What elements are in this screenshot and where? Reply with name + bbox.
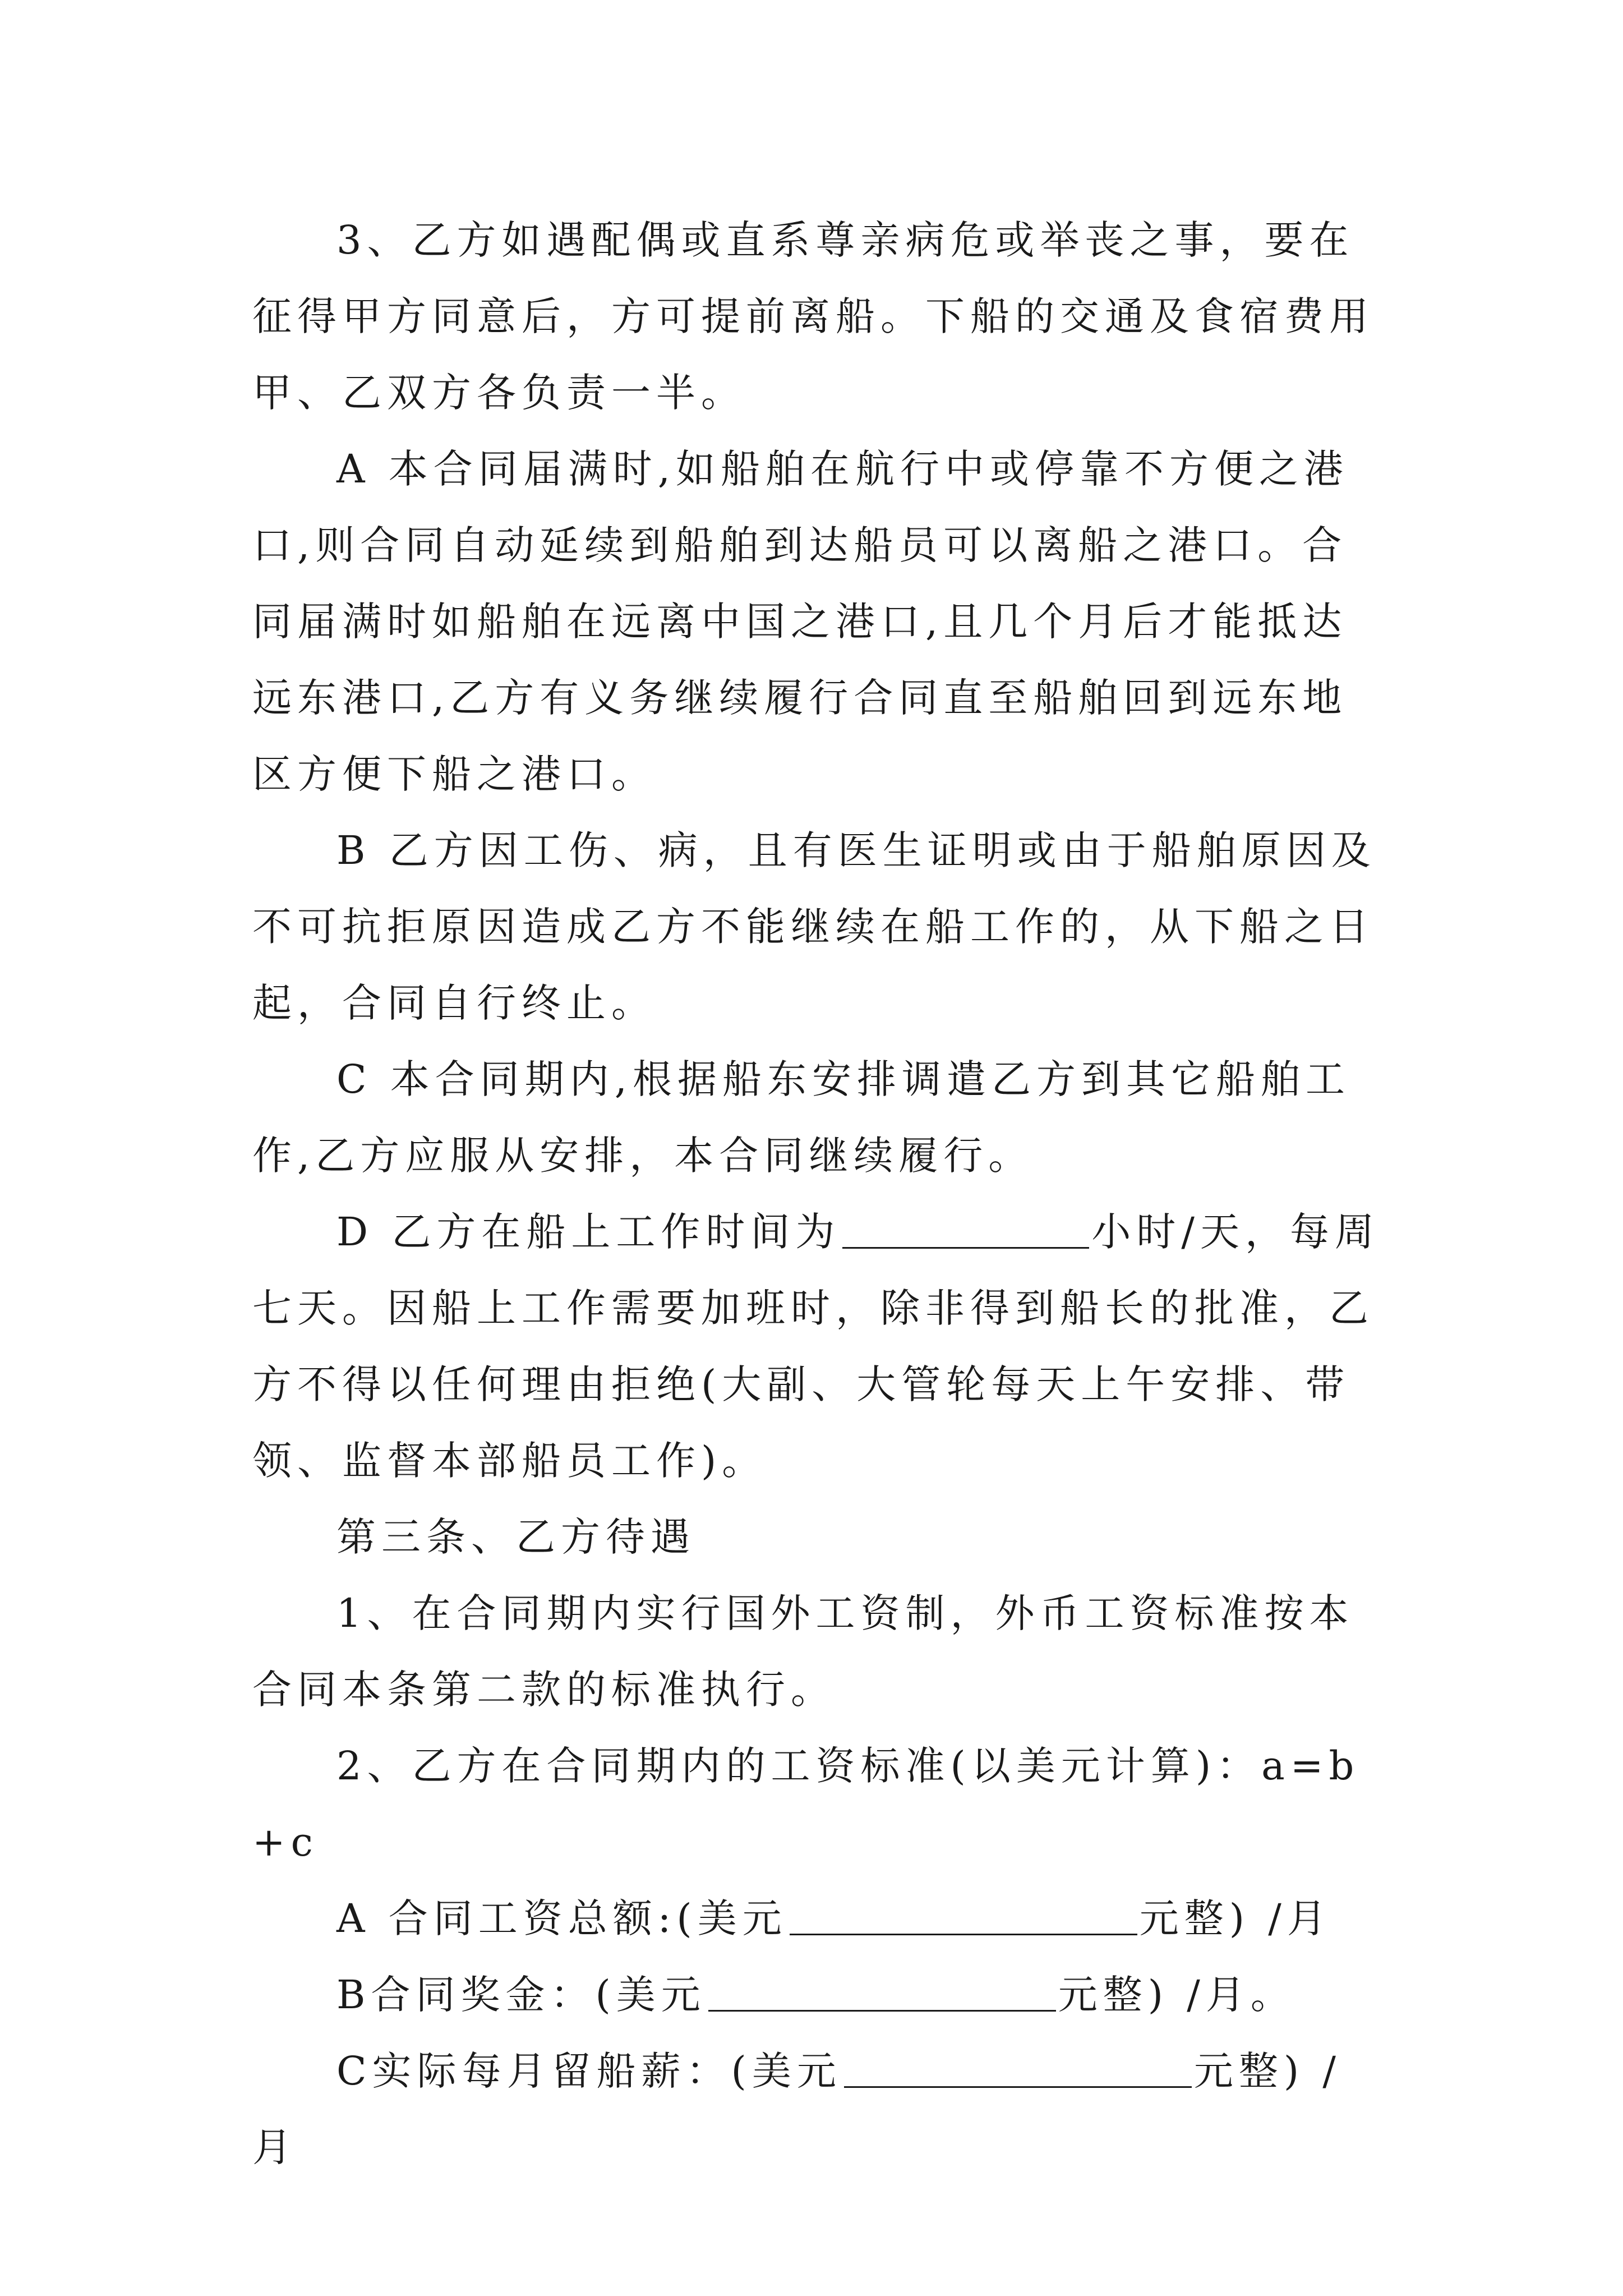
total-wage-blank-line[interactable] [790, 1900, 1137, 1935]
paragraph-d [252, 1194, 1380, 1499]
document-page [252, 202, 1380, 2185]
paragraph-b: B 乙方因工伤、病，且有医生证明或由于船舶原因及不可抗拒原因造成乙方不能继续在船工作的，从下船之日起，合同自行终止。 [252, 827, 1376, 1026]
line-b-before: B合同奖金：(美元 [336, 1972, 706, 2018]
line-a-after: 元整) /月 [1139, 1895, 1332, 1941]
line-b-bonus [252, 1957, 1380, 2033]
bonus-blank-line[interactable] [708, 1976, 1056, 2012]
paragraph-3: 3、乙方如遇配偶或直系尊亲病危或举丧之事，要在征得甲方同意后，方可提前离船。下船的交通及食宿费用甲、乙双方各负责一半。 [252, 217, 1374, 416]
line-a-total-wage [252, 1880, 1380, 1957]
paragraph-a: A 本合同届满时,如船舶在航行中或停靠不方便之港口,则合同自动延续到船舶到达船员可以离船之港口。合同届满时如船舶在远离中国之港口,且几个月后才能抵达远东港口,乙方有义务继续履行合同直至船舶回到远东地区方便下船之港口。 [252, 446, 1349, 797]
line-a-before: A 合同工资总额:(美元 [336, 1895, 787, 1941]
paragraph-c: C 本合同期内,根据船东安排调遣乙方到其它船舶工作,乙方应服从安排，本合同继续履行。 [252, 1056, 1351, 1179]
paragraph-2: 2、乙方在合同期内的工资标准(以美元计算)：a=b+c [252, 1743, 1360, 1865]
line-c-before: C实际每月留船薪：(美元 [336, 2048, 842, 2094]
line-c-retained-pay [252, 2033, 1380, 2185]
paragraph-d-after: 小时/天，每周七天。因船上工作需要加班时，除非得到船长的批准，乙方不得以任何理由拒绝(大副、大管轮每天上午安排、带领、监督本部船员工作)。 [252, 1209, 1380, 1484]
retained-pay-blank-line[interactable] [844, 2053, 1192, 2088]
line-c-after: 元整) /月 [252, 2048, 1342, 2170]
paragraph-1: 1、在合同期内实行国外工资制，外币工资标准按本合同本条第二款的标准执行。 [252, 1590, 1354, 1713]
hours-blank-line[interactable] [842, 1213, 1089, 1249]
paragraph-d-before: D 乙方在船上工作时间为 [336, 1209, 841, 1255]
section-title: 第三条、乙方待遇 [336, 1514, 695, 1560]
line-b-after: 元整) /月。 [1058, 1972, 1295, 2018]
